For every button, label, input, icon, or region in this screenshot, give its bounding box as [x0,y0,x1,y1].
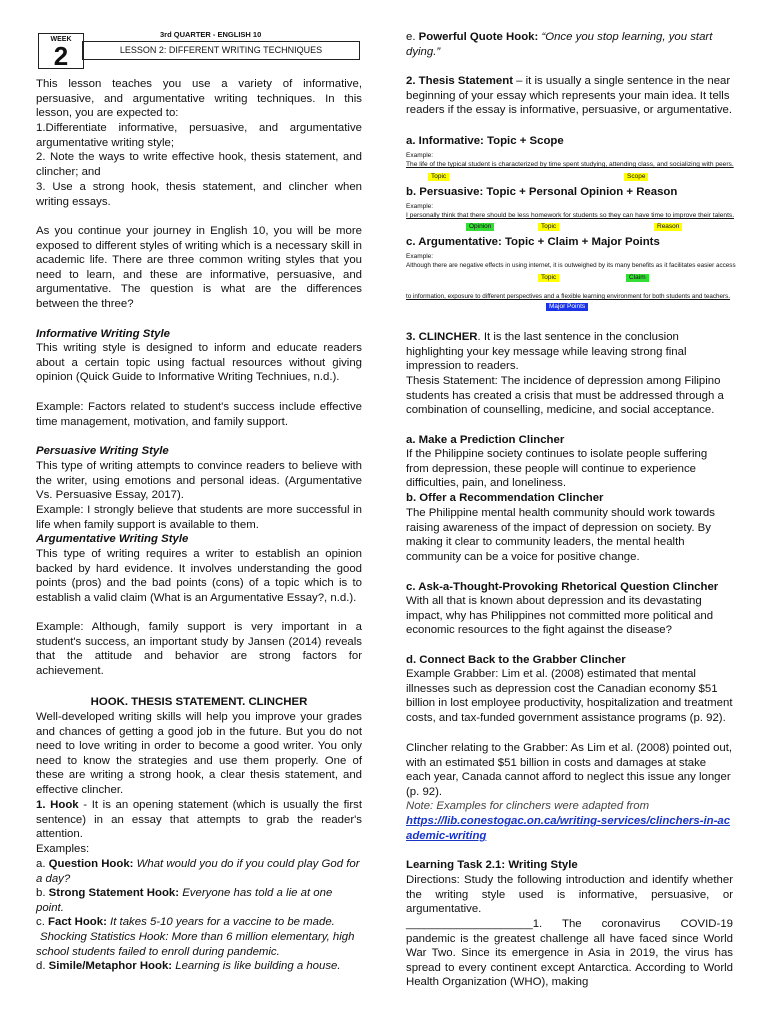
example-sentence: I personally think that there should be less homework for students so they can have time to improve their talents. [406,212,735,219]
learning-task-item-1: ____________________1. The coronavirus COVID-19 pandemic is the greatest challenge all have faced since World War Two. Since its emergence in Asia in 2019, the virus has spread to every continent except Antarctica. According to World Health Organization (WHO), making [406,918,733,989]
hook-example-d: d. Simile/Metaphor Hook: Learning is like building a house. [36,960,341,972]
journey-paragraph: As you continue your journey in English 10, you will be more exposed to different styles of writing which is a necessary skill in academic life. There are three common writing styles that you need to learn, and these are informative, persuasive, and argumentative. The question is what are the differences between the three? [36,225,362,310]
clincher-note: Note: Examples for clinchers were adapted from [406,800,650,812]
thesis-definition [406,74,733,118]
hook-example-text: Learning is like building a house. [172,960,341,972]
thesis-label: 2. Thesis Statement [406,75,513,87]
tag-scope: Scope [624,173,648,181]
thesis-example-b: Example: I personally think that there should be less homework for students so they can have time to improve their talents. Opinion Topic Reason [406,203,735,230]
argumentative-heading: Argumentative Writing Style [36,533,189,545]
persuasive-heading: Persuasive Writing Style [36,445,169,457]
objectives-list [36,121,362,150]
persuasive-text: This type of writing attempts to convince readers to believe with the writer, using emotions and personal ideas. (Argumentative Vs. Persuasive Essay, 2017). [36,460,362,502]
quarter-title: 3rd QUARTER - ENGLISH 10 [160,30,262,39]
example-sentence-cont: to information, exposure to different perspectives and a flexible learning environment for both students and teachers. [406,293,731,300]
objective-2: 2. Note the ways to write effective hook, thesis statement, and clincher; and [36,151,362,178]
hook-example-c: c. Fact Hook: It takes 5-10 years for a vaccine to be made. [36,916,335,928]
shocking-statistics-hook: Shocking Statistics Hook: More than 6 million elementary, high school students failed to enroll during pandemic. [36,931,355,958]
hook-example-text: It takes 5-10 years for a vaccine to be made. [106,916,335,928]
tag-topic: Topic [428,173,449,181]
examples-label: Examples: [36,843,90,855]
clincher-text: . It is the last sentence in the conclusion highlighting your key message while leaving strong final impression to readers. [406,331,687,373]
clincher-thesis: Thesis Statement: The incidence of depression among Filipino students has created a crisis that must be addressed through a combination of counselling, medicine, and social acceptance. [406,375,724,417]
thesis-type-c: c. Argumentative: Topic + Claim + Major Points [406,236,660,248]
clincher-label: 3. CLINCHER [406,331,478,343]
clincher-text-d: Example Grabber: Lim et al. (2008) estimated that mental illnesses such as depression cost the Canadian economy $51 billion in lost employee productivity, hospitalization and treatment costs, and tax-funded government assistance programs (p. 92). [406,668,733,724]
clincher-definition [406,330,733,374]
clincher-grabber-relating: Clincher relating to the Grabber: As Lim et al. (2008) pointed out, with an estimated $51 billion in costs and damages at stake each year, Canada cannot afford to neglect this issue any longer (p. 92). [406,742,733,798]
hook-example-text: What would you do if you could play God for a day? [36,858,360,885]
tag-claim: Claim [626,274,649,282]
powerful-quote-hook: e. Powerful Quote Hook: “Once you stop learning, you start dying.” [406,31,713,58]
hook-example-label: Simile/Metaphor Hook: [48,960,173,972]
week-badge [38,33,84,69]
learning-task-title: Learning Task 2.1: Writing Style [406,859,578,871]
intro-paragraph: This lesson teaches you use a variety of informative, persuasive, and argumentative writing techniques. In this lesson, you are expected to: [36,78,362,120]
hook-label: 1. Hook [36,799,79,811]
section-heading: HOOK. THESIS STATEMENT. CLINCHER [90,696,308,708]
thesis-type-a: a. Informative: Topic + Scope [406,135,564,147]
objective-1-cont: argumentative writing style; [36,136,175,149]
hook-example-label: Fact Hook: [48,916,107,928]
thesis-text: – it is usually a single sentence in the near beginning of your essay which represents your main idea. It tells readers if the essay is informative, persuasive, or argumentative. [406,75,733,117]
thesis-example-a: Example: The life of the typical student is characterized by time spent studying, attending class, and socializing with peers. Topic Scope [406,152,734,180]
lesson-title: LESSON 2: DIFFERENT WRITING TECHNIQUES [82,41,360,60]
hook-definition [36,798,362,842]
week-label: WEEK [50,36,72,43]
informative-text: This writing style is designed to inform and educate readers about a certain topic using factual resources without giving opinion (Quick Guide to Informative Writing Techniues, n.d.). [36,342,362,384]
hook-example-text: Everyone has told a lie at one point. [36,887,333,914]
clincher-text-a: If the Philippine society continues to isolate people suffering from depression, these people will continue to experience difficulties, pain, and loneliness. [406,448,708,490]
clincher-text-c: With all that is known about depression and its devastating impact, why has Philippines not committed more political and economic resources to the fight against the disease? [406,595,714,637]
hook-text: - It is an opening statement (which is usually the first sentence) in an essay that attempts to grab the reader's attention. [36,799,362,841]
thesis-type-b: b. Persuasive: Topic + Personal Opinion + Reason [406,186,678,198]
thesis-example-c: Example: Although there are negative effects in using internet, it is outweighed by its many benefits as it facilitates easier access Topic Claim to information, exposure to different perspectives and a flexible learning environment for both students and teachers. Major Points [406,253,736,310]
clincher-type-c: c. Ask-a-Thought-Provoking Rhetorical Question Clincher [406,581,719,593]
example-sentence: Although there are negative effects in using internet, it is outweighed by its many benefits as it facilitates easier access [406,262,736,269]
informative-heading: Informative Writing Style [36,328,170,340]
hook-example-label: Question Hook: [48,858,134,870]
tag-topic: Topic [538,223,559,231]
clincher-text-b: The Philippine mental health community should work towards raising awareness of the impact of depression on society. By making it clear to community leaders, the mental health community can be a voice for positive change. [406,507,715,563]
source-link[interactable]: https://lib.conestogac.on.ca/writing-services/clinchers-in-academic-writing [406,815,731,842]
tag-reason: Reason [654,223,682,231]
clincher-type-a: a. Make a Prediction Clincher [406,434,565,446]
clincher-type-d: d. Connect Back to the Grabber Clincher [406,654,626,666]
argumentative-example: Example: Although, family support is very important in a student's success, an important study by Jansen (2014) reveals that the attitude and behavior are strong factors for achievement. [36,621,362,677]
tag-opinion: Opinion [466,223,494,231]
persuasive-example: Example: I strongly believe that students are more successful in life when family support is available to them. [36,504,362,531]
tag-topic: Topic [538,274,559,282]
hook-example-b: b. Strong Statement Hook: Everyone has told a lie at one point. [36,887,333,914]
argumentative-text: This type of writing requires a writer to establish an opinion backed by hard evidence. It involves understanding the good points (pros) and the bad points (cons) of a topic which is to establish a valid claim (What is an Argumentative Essay?, n.d.). [36,548,362,604]
hook-example-label: Strong Statement Hook: [48,887,180,899]
week-number: 2 [53,41,69,71]
section-intro: Well-developed writing skills will help you improve your grades and chances of getting a good job in the future. But you do not need to love writing in order to become a good writer. You only need to know the strategies and use them properly. One of these are writing a strong hook, a clear thesis statement, and effective clincher. [36,711,362,796]
hook-example-a: a. Question Hook: What would you do if you could play God for a day? [36,858,360,885]
objective-1: 1.Differentiate informative, persuasive, and argumentative [36,122,362,134]
clincher-type-b: b. Offer a Recommendation Clincher [406,492,604,504]
objective-3: 3. Use a strong hook, thesis statement, and clincher when writing essays. [36,181,362,208]
informative-example: Example: Factors related to student's success include effective time management, motivation, and family support. [36,401,362,428]
tag-major-points: Major Points [546,303,588,311]
learning-task-directions: Directions: Study the following introduction and identify whether the writing style used is informative, persuasive, or argumentative. [406,874,733,916]
example-sentence: The life of the typical student is characterized by time spent studying, attending class, and socializing with peers. [406,161,734,168]
